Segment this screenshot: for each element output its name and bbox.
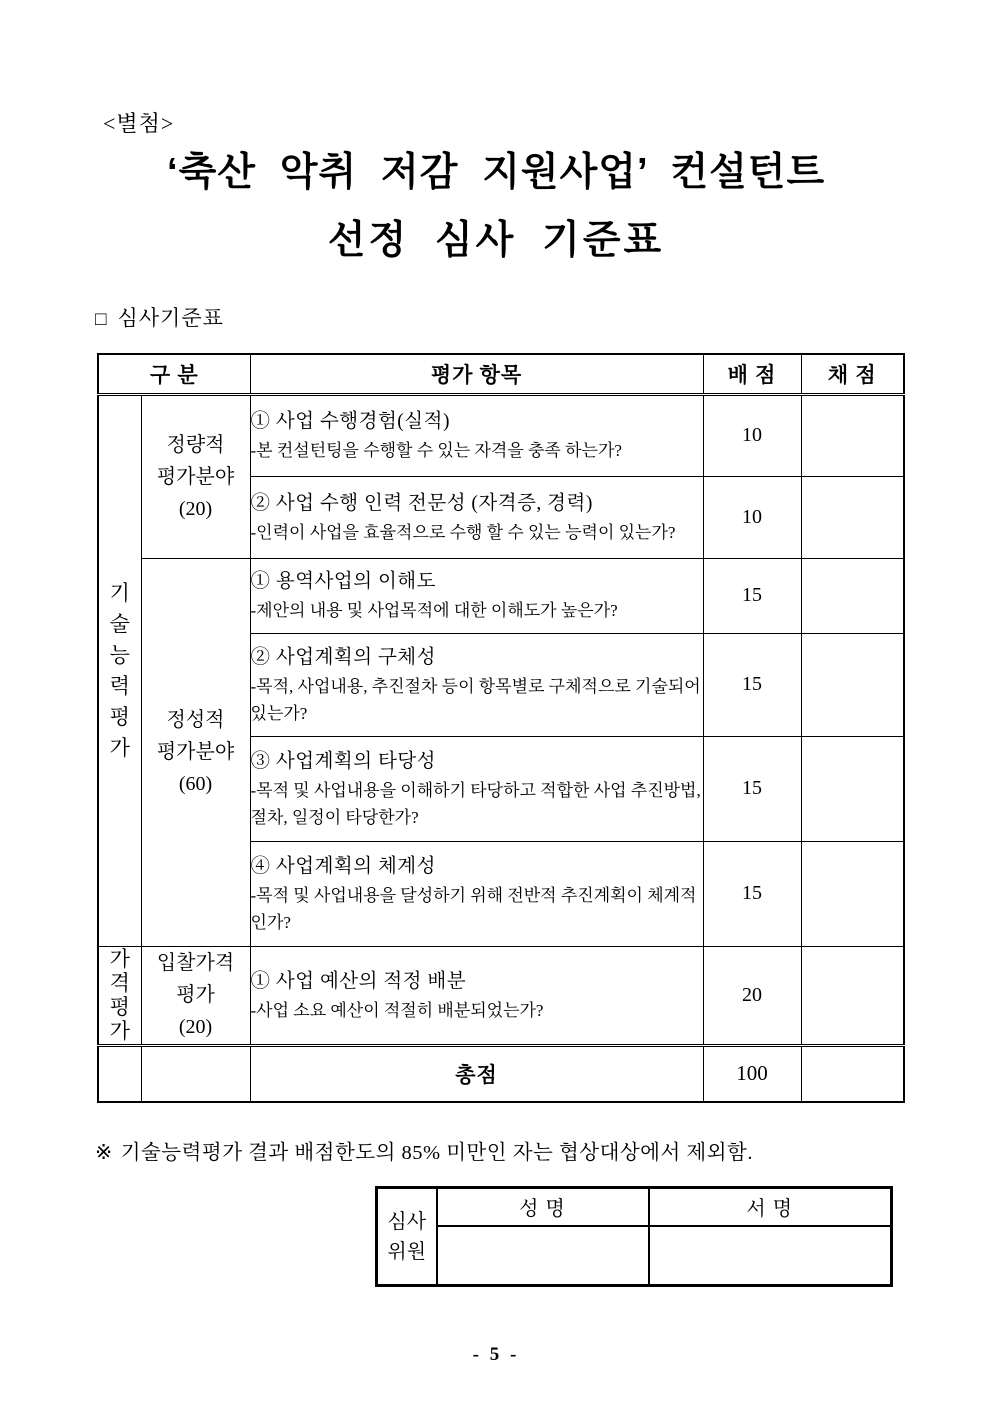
- subgroup-quantitative-points: (20): [178, 497, 213, 520]
- signature-header-row: [377, 1188, 892, 1226]
- item-cell: [250, 476, 703, 558]
- subgroup-bid-price-cell: [141, 946, 250, 1045]
- committee-signature-table: [375, 1186, 893, 1287]
- grading-blank-cell: [801, 558, 904, 633]
- item-description: -인력이 사업을 효율적으로 수행 할 수 있는 능력이 있는가?: [250, 522, 676, 542]
- criteria-row-1: [98, 394, 904, 476]
- title-line-1: ‘축산 악취 저감 지원사업’ 컨설턴트: [166, 151, 826, 194]
- max-score-value: 15: [703, 736, 801, 841]
- item-cell: [250, 633, 703, 736]
- grading-blank-cell: [801, 633, 904, 736]
- item-description: -목적 및 사업내용을 달성하기 위해 전반적 추진계획이 체계적인가?: [250, 885, 697, 932]
- grading-blank-cell: [801, 946, 904, 1045]
- page-number: - 5 -: [472, 1344, 520, 1365]
- max-score-value: 10: [703, 476, 801, 558]
- item-cell: [250, 946, 703, 1045]
- grading-blank-cell: [801, 736, 904, 841]
- total-value: 100: [703, 1045, 801, 1102]
- reference-mark-icon: ※: [95, 1142, 113, 1164]
- square-bullet-icon: □: [95, 309, 108, 330]
- item-title: ③ 사업계획의 타당성: [250, 750, 436, 772]
- exclusion-note-text: 기술능력평가 결과 배점한도의 85% 미만인 자는 협상대상에서 제외함.: [120, 1142, 753, 1164]
- committee-label-line2: 위원: [387, 1240, 427, 1263]
- item-description: -본 컨설턴팅을 수행할 수 있는 자격을 충족 하는가?: [250, 441, 622, 460]
- item-cell: [250, 558, 703, 633]
- signature-column-header: 서 명: [649, 1188, 892, 1226]
- item-title: ④ 사업계획의 체계성: [250, 855, 436, 877]
- item-title: ① 사업 예산의 적정 배분: [250, 970, 467, 992]
- header-score: 채 점: [801, 354, 904, 394]
- subgroup-qualitative-points: (60): [178, 773, 213, 795]
- group-price-evaluation-label: 가 격 평 가: [109, 947, 130, 1043]
- total-blank-group-cell: [98, 1045, 141, 1102]
- section-label-text: 심사기준표: [117, 306, 224, 330]
- subgroup-bid-price-line1: 입찰가격: [156, 952, 235, 974]
- header-category: 구 분: [98, 354, 250, 394]
- subgroup-bid-price-points: (20): [178, 1016, 213, 1038]
- subgroup-quantitative-line2: 평가분야: [156, 465, 235, 488]
- header-evaluation-item: 평가 항목: [250, 354, 703, 394]
- signature-entry-cell: [649, 1226, 892, 1286]
- signature-entry-row: [377, 1226, 892, 1286]
- group-price-evaluation-cell: [98, 946, 141, 1045]
- subgroup-qualitative-cell: [141, 558, 250, 946]
- max-score-value: 10: [703, 394, 801, 476]
- group-tech-capability-cell: [98, 394, 141, 946]
- max-score-value: 15: [703, 633, 801, 736]
- criteria-row-7: [98, 946, 904, 1045]
- grading-blank-cell: [801, 476, 904, 558]
- attachment-label: <별첨>: [103, 111, 175, 136]
- group-tech-capability-label: 기 술 능 력 평 가: [109, 580, 130, 760]
- grading-blank-cell: [801, 394, 904, 476]
- section-label: [95, 302, 224, 332]
- item-title: ① 사업 수행경험(실적): [250, 411, 450, 432]
- item-description: -사업 소요 예산이 적절히 배분되었는가?: [250, 1000, 544, 1020]
- subgroup-qualitative-line2: 평가분야: [156, 741, 235, 763]
- grading-blank-cell: [801, 841, 904, 946]
- committee-label-cell: [377, 1188, 437, 1286]
- subgroup-quantitative-line1: 정량적: [166, 433, 225, 456]
- item-title: ② 사업계획의 구체성: [250, 646, 436, 668]
- name-entry-cell: [437, 1226, 649, 1286]
- item-description: -목적, 사업내용, 추진절차 등이 항목별로 구체적으로 기술되어 있는가?: [250, 676, 701, 723]
- item-title: ① 용역사업의 이해도: [250, 571, 436, 592]
- item-description: -제안의 내용 및 사업목적에 대한 이해도가 높은가?: [250, 601, 618, 620]
- item-cell: [250, 841, 703, 946]
- header-max-score: 배 점: [703, 354, 801, 394]
- table-header-row: [98, 354, 904, 394]
- max-score-value: 15: [703, 841, 801, 946]
- item-cell: [250, 394, 703, 476]
- title-line-2: 선정 심사 기준표: [327, 219, 665, 262]
- name-column-header: 성 명: [437, 1188, 649, 1226]
- criteria-row-3: [98, 558, 904, 633]
- total-blank-subgroup-cell: [141, 1045, 250, 1102]
- total-label: 총점: [250, 1045, 703, 1102]
- max-score-value: 15: [703, 558, 801, 633]
- evaluation-criteria-table: [97, 353, 905, 1103]
- subgroup-bid-price-line2: 평가: [176, 984, 215, 1006]
- document-title: [0, 150, 992, 263]
- subgroup-quantitative-cell: [141, 394, 250, 558]
- committee-label-line1: 심사: [387, 1210, 427, 1233]
- total-row: [98, 1045, 904, 1102]
- item-description: -목적 및 사업내용을 이해하기 타당하고 적합한 사업 추진방법, 절차, 일정이 타당한가?: [250, 780, 701, 827]
- subgroup-qualitative-line1: 정성적: [166, 709, 225, 731]
- item-title: ② 사업 수행 인력 전문성 (자격증, 경력): [250, 492, 593, 514]
- exclusion-note: [95, 1135, 753, 1165]
- max-score-value: 20: [703, 946, 801, 1045]
- grading-blank-cell: [801, 1045, 904, 1102]
- item-cell: [250, 736, 703, 841]
